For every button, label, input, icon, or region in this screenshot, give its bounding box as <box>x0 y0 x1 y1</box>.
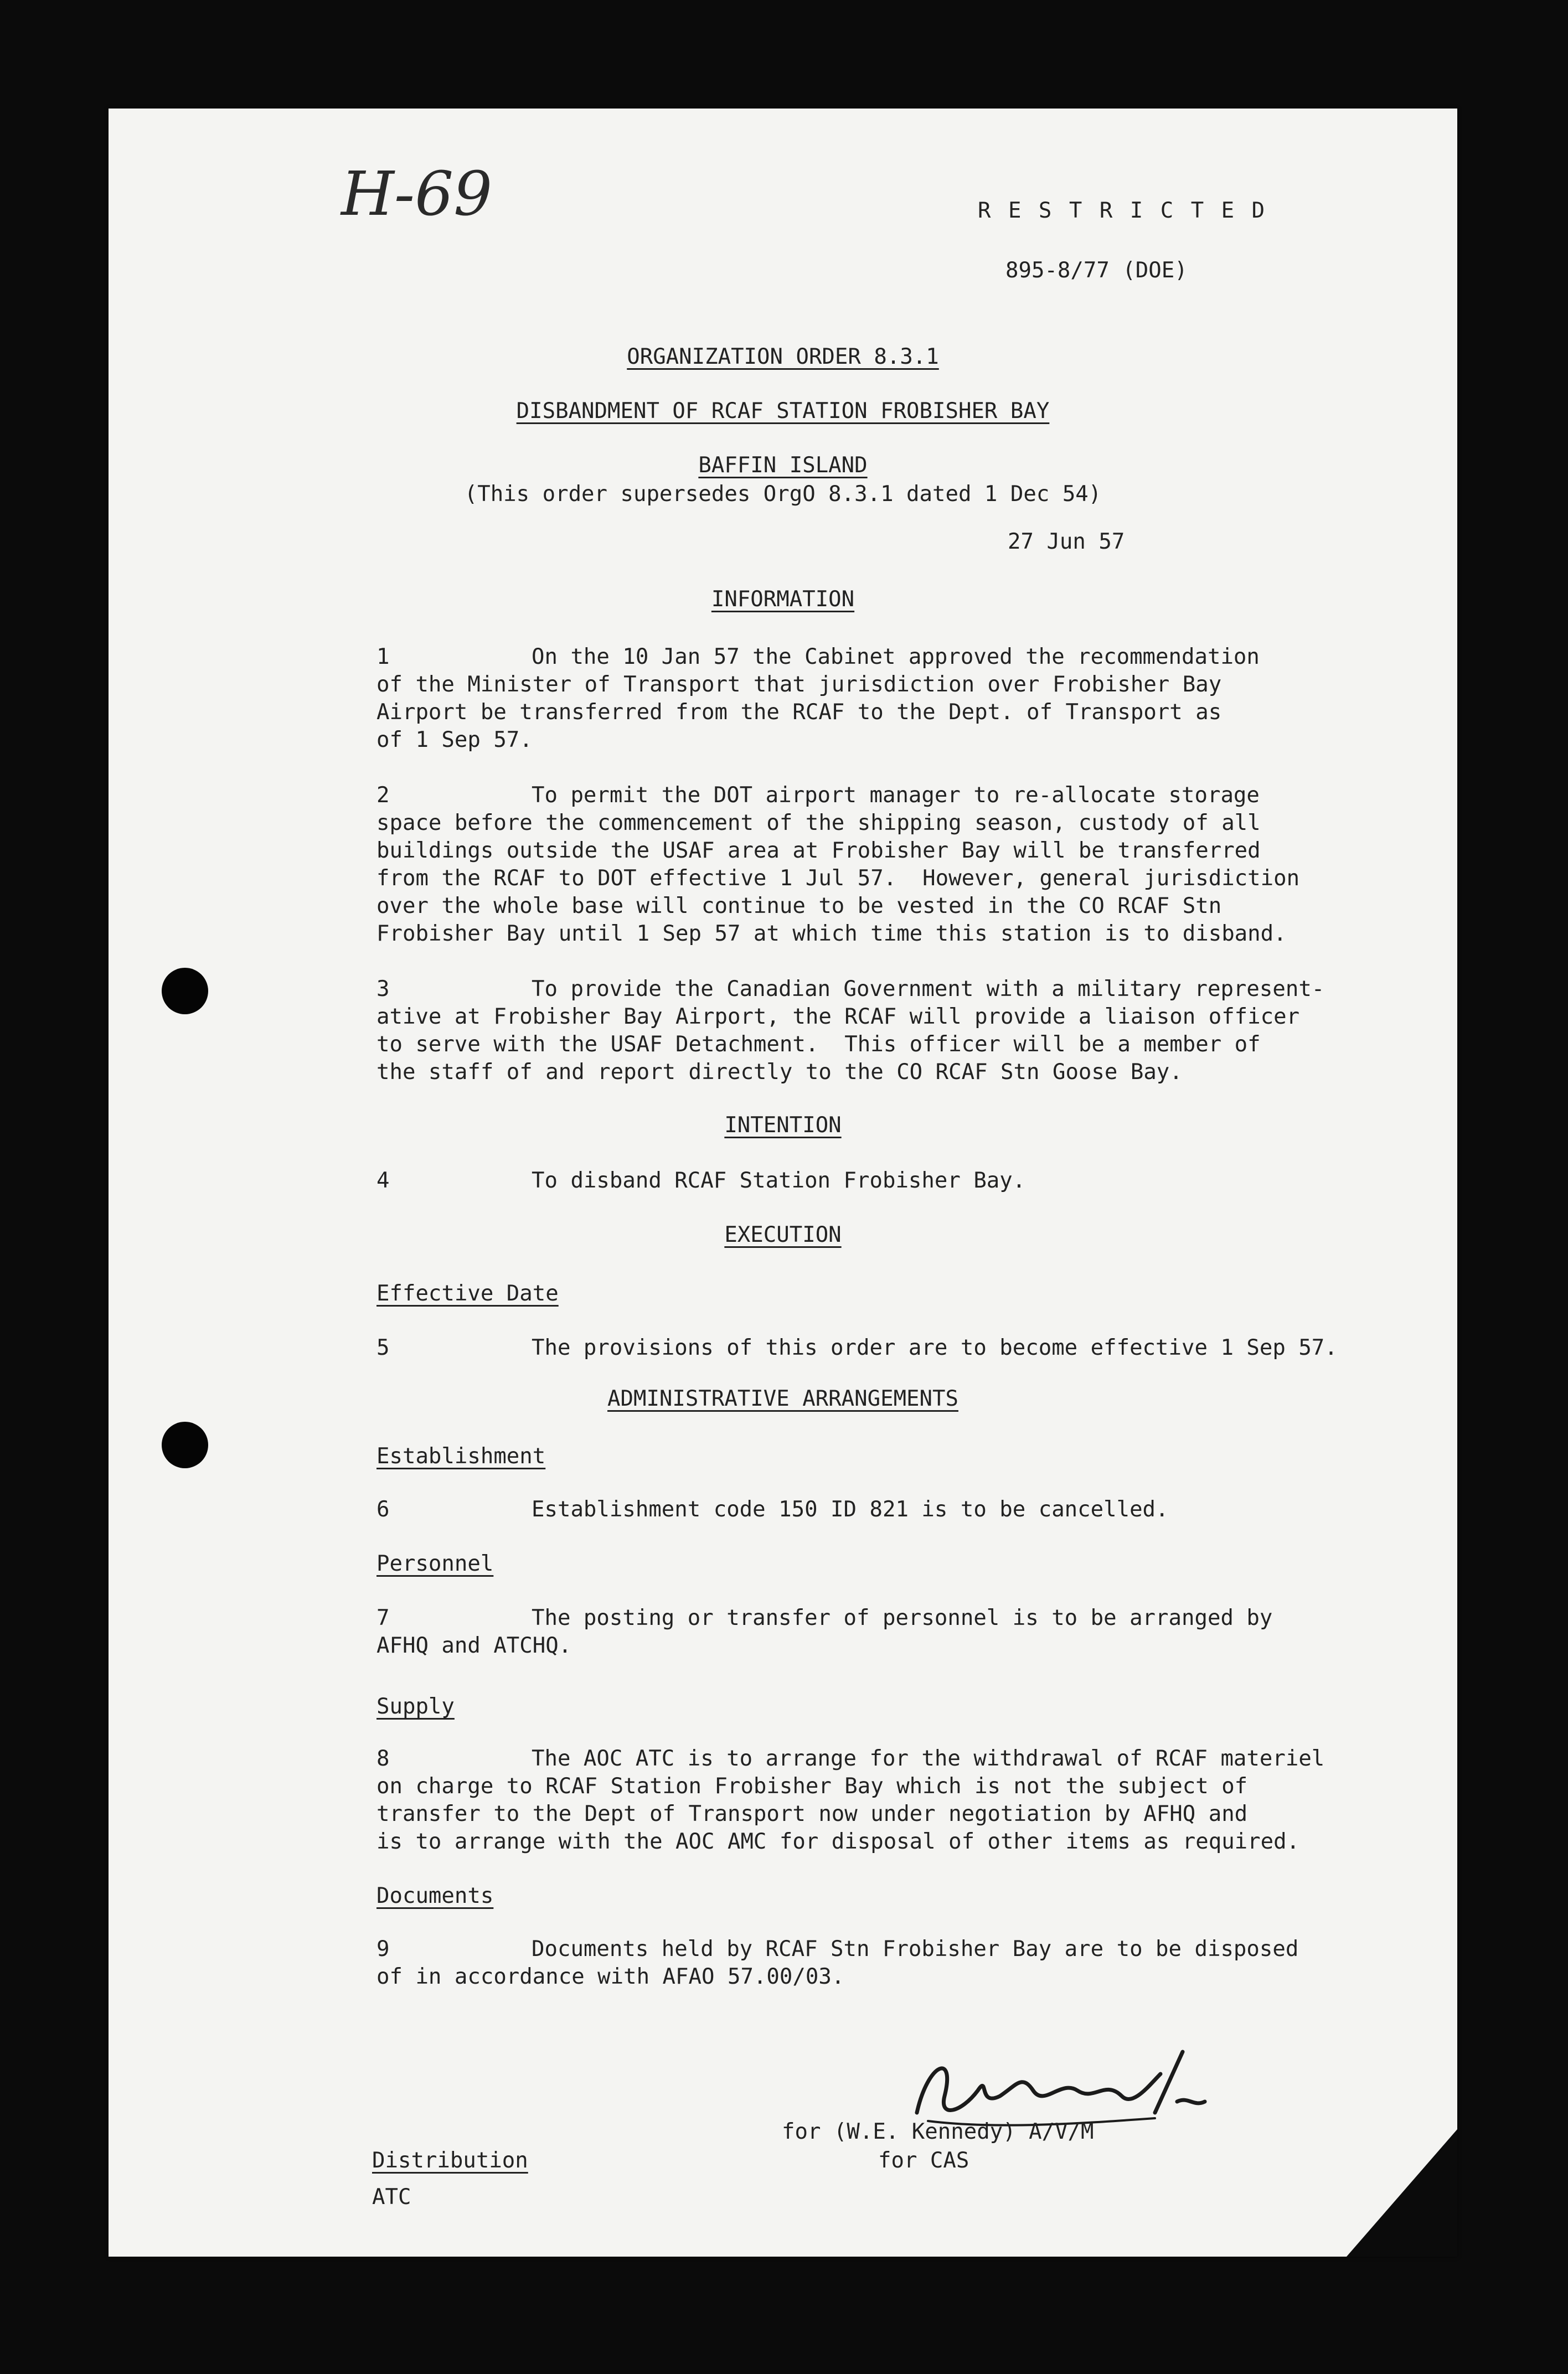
heading-information: INFORMATION <box>711 587 855 612</box>
paragraph-number: 5 <box>376 1335 390 1360</box>
paragraph-8-line: transfer to the Dept of Transport now under negotiation by AFHQ and <box>376 1802 1248 1826</box>
paragraph-1-line: Airport be transferred from the RCAF to the Dept. of Transport as <box>376 700 1222 725</box>
paragraph-5-line: 5 The provisions of this order are to become effective 1 Sep 57. <box>376 1334 1456 1362</box>
paragraph-2 <box>376 782 1456 948</box>
paragraph-number: 3 <box>376 977 390 1002</box>
punch-hole-lower <box>162 1422 208 1468</box>
paragraph-5 <box>376 1334 1456 1362</box>
document-page <box>109 109 1457 2257</box>
paragraph-number: 7 <box>376 1606 390 1630</box>
order-date: 27 Jun 57 <box>1008 529 1125 554</box>
paragraph-3-line: ative at Frobisher Bay Airport, the RCAF will provide a liaison officer <box>376 1004 1300 1029</box>
paragraph-4 <box>376 1167 1456 1195</box>
paragraph-1 <box>376 643 1456 754</box>
paragraph-1-line: 1 On the 10 Jan 57 the Cabinet approved the recommendation <box>376 643 1456 671</box>
signature-for-cas: for CAS <box>878 2148 969 2173</box>
heading-intention: INTENTION <box>724 1113 842 1138</box>
paragraph-1-line: of 1 Sep 57. <box>376 727 533 752</box>
paragraph-number: 1 <box>376 644 390 669</box>
handwritten-reference: H-69 <box>341 158 493 229</box>
paragraph-2-line: Frobisher Bay until 1 Sep 57 at which time this station is to disband. <box>376 921 1287 946</box>
paragraph-3-line: the staff of and report directly to the CO RCAF Stn Goose Bay. <box>376 1060 1183 1085</box>
paragraph-number: 9 <box>376 1937 390 1962</box>
paragraph-2-line: buildings outside the USAF area at Frobisher Bay will be transferred <box>376 838 1261 863</box>
paragraph-4-line: 4 To disband RCAF Station Frobisher Bay. <box>376 1167 1456 1195</box>
paragraph-7-line: AFHQ and ATCHQ. <box>376 1633 572 1658</box>
paragraph-9 <box>376 1936 1456 1991</box>
signature-block: for (W.E. Kennedy) A/V/M <box>782 2119 1094 2144</box>
paragraph-6-line: 6 Establishment code 150 ID 821 is to be cancelled. <box>376 1496 1456 1524</box>
paragraph-9-line: of in accordance with AFAO 57.00/03. <box>376 1964 845 1989</box>
paragraph-8 <box>376 1745 1456 1856</box>
subheading-personnel: Personnel <box>376 1551 494 1576</box>
paragraph-6 <box>376 1496 1456 1524</box>
order-location: BAFFIN ISLAND <box>698 453 868 478</box>
paragraph-3 <box>376 976 1456 1086</box>
paragraph-2-line: over the whole base will continue to be vested in the CO RCAF Stn <box>376 894 1222 918</box>
paragraph-7-line: 7 The posting or transfer of personnel is to be arranged by <box>376 1604 1456 1632</box>
paragraph-number: 6 <box>376 1497 390 1522</box>
paragraph-8-line: on charge to RCAF Station Frobisher Bay which is not the subject of <box>376 1774 1248 1799</box>
punch-hole-upper <box>162 968 208 1014</box>
paragraph-8-line: 8 The AOC ATC is to arrange for the withdrawal of RCAF materiel <box>376 1745 1456 1773</box>
subheading-effective-date: Effective Date <box>376 1281 559 1306</box>
paragraph-2-line: from the RCAF to DOT effective 1 Jul 57. However, general jurisdiction <box>376 866 1300 891</box>
paragraph-number: 2 <box>376 783 390 808</box>
paragraph-9-line: 9 Documents held by RCAF Stn Frobisher Bay are to be disposed <box>376 1936 1456 1963</box>
subheading-documents: Documents <box>376 1883 494 1908</box>
paragraph-1-line: of the Minister of Transport that jurisdiction over Frobisher Bay <box>376 672 1222 697</box>
subheading-supply: Supply <box>376 1694 455 1719</box>
order-title: ORGANIZATION ORDER 8.3.1 <box>627 344 939 369</box>
distribution-recipient: ATC <box>372 2185 411 2210</box>
paragraph-7 <box>376 1604 1456 1660</box>
heading-administrative-arrangements: ADMINISTRATIVE ARRANGEMENTS <box>607 1386 958 1411</box>
paragraph-8-line: is to arrange with the AOC AMC for disposal of other items as required. <box>376 1829 1300 1854</box>
order-subject: DISBANDMENT OF RCAF STATION FROBISHER BAY <box>516 399 1050 424</box>
supersedes-note: (This order supersedes OrgO 8.3.1 dated 1 Dec 54) <box>464 482 1102 507</box>
distribution-label: Distribution <box>372 2148 528 2173</box>
file-reference: 895-8/77 (DOE) <box>1005 258 1188 283</box>
subheading-establishment: Establishment <box>376 1444 546 1469</box>
paragraph-number: 4 <box>376 1168 390 1193</box>
classification-marking: R E S T R I C T E D <box>978 198 1267 223</box>
paragraph-3-line: 3 To provide the Canadian Government with a military represent- <box>376 976 1456 1003</box>
paragraph-2-line: 2 To permit the DOT airport manager to re-allocate storage <box>376 782 1456 809</box>
paragraph-3-line: to serve with the USAF Detachment. This officer will be a member of <box>376 1032 1261 1057</box>
folded-corner <box>1347 2129 1457 2257</box>
paragraph-2-line: space before the commencement of the shipping season, custody of all <box>376 811 1261 835</box>
paragraph-number: 8 <box>376 1746 390 1771</box>
heading-execution: EXECUTION <box>724 1222 842 1247</box>
